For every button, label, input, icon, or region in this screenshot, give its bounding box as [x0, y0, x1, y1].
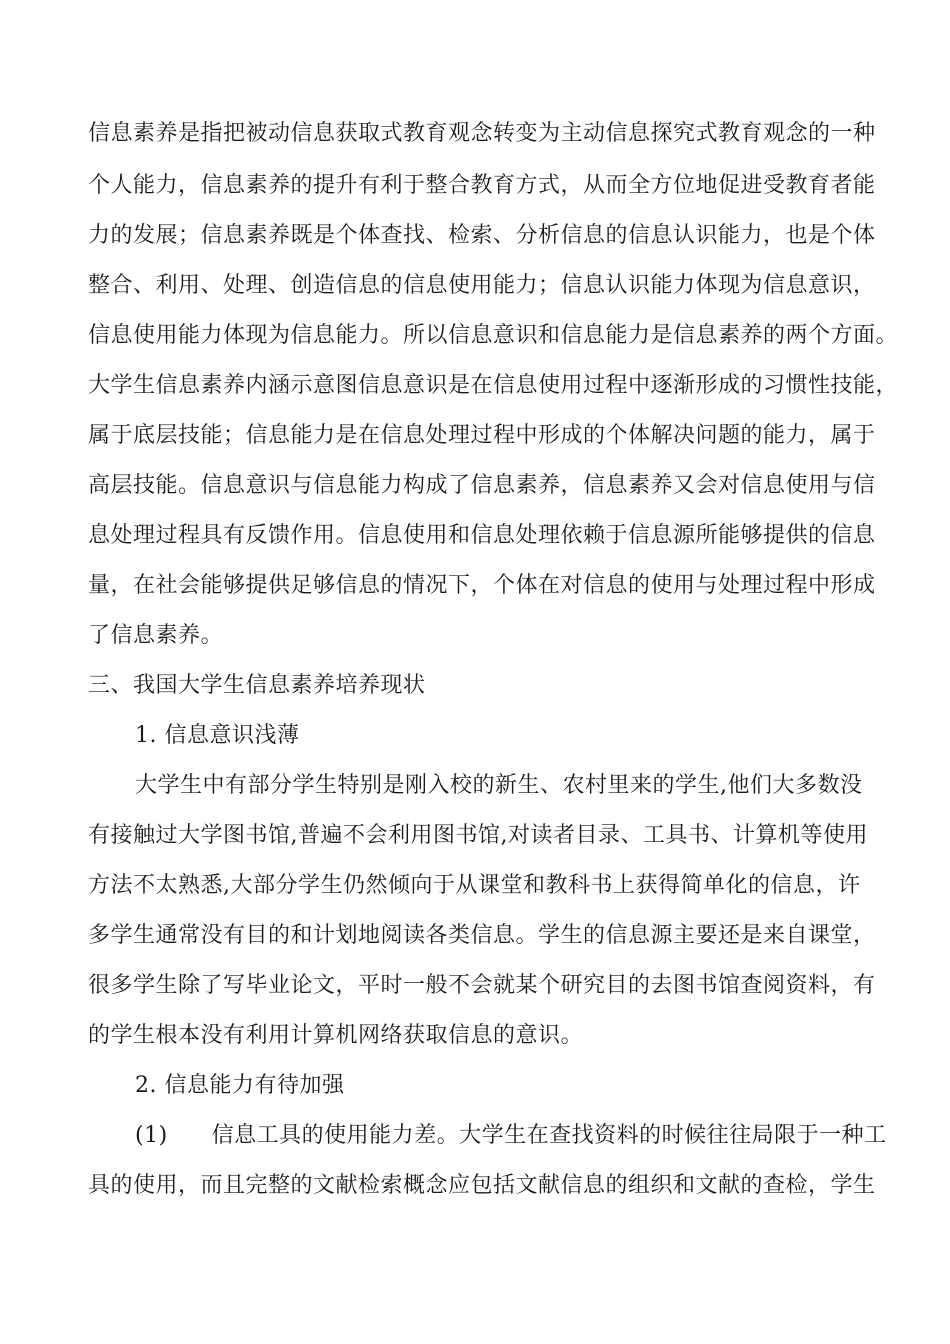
- paragraph-line: 方法不太熟悉,大部分学生仍然倾向于从课堂和教科书上获得简单化的信息，许: [88, 873, 861, 898]
- paragraph-line: 量，在社会能够提供足够信息的情况下，个体在对信息的使用与处理过程中形成: [88, 573, 876, 598]
- paragraph-line: 个人能力，信息素养的提升有利于整合教育方式，从而全方位地促进受教育者能: [88, 173, 876, 198]
- section-heading: 三、我国大学生信息素养培养现状: [88, 673, 426, 698]
- subheading-1: 1. 信息意识浅薄: [135, 723, 300, 748]
- paragraph-line: 有接触过大学图书馆,普遍不会利用图书馆,对读者目录、工具书、计算机等使用: [88, 823, 868, 848]
- paragraph-line: 大学生中有部分学生特别是刚入校的新生、农村里来的学生,他们大多数没: [135, 773, 863, 798]
- list-item-1: [135, 1121, 935, 1151]
- list-item-number: (1): [135, 1123, 168, 1148]
- paragraph-line: 大学生信息素养内涵示意图信息意识是在信息使用过程中逐渐形成的习惯性技能，: [88, 373, 899, 398]
- paragraph-line: 力的发展；信息素养既是个体查找、检索、分析信息的信息认识能力，也是个体: [88, 223, 876, 248]
- paragraph-line: 信息素养是指把被动信息获取式教育观念转变为主动信息探究式教育观念的一种: [88, 121, 876, 146]
- paragraph-line: 了信息素养。: [88, 623, 224, 648]
- paragraph-line: 很多学生除了写毕业论文，平时一般不会就某个研究目的去图书馆查阅资料，有: [88, 973, 876, 998]
- subheading-2: 2. 信息能力有待加强: [135, 1073, 345, 1098]
- paragraph-line: 信息使用能力体现为信息能力。所以信息意识和信息能力是信息素养的两个方面。: [88, 323, 899, 348]
- paragraph-line: 的学生根本没有利用计算机网络获取信息的意识。: [88, 1023, 584, 1048]
- paragraph-line: 信息工具的使用能力差。大学生在查找资料的时候往往局限于一种工: [211, 1123, 887, 1148]
- paragraph-line: 高层技能。信息意识与信息能力构成了信息素养，信息素养又会对信息使用与信: [88, 473, 876, 498]
- paragraph-line: 具的使用，而且完整的文献检索概念应包括文献信息的组织和文献的查检，学生: [88, 1173, 876, 1198]
- paragraph-line: 整合、利用、处理、创造信息的信息使用能力；信息认识能力体现为信息意识，: [88, 273, 876, 298]
- paragraph-line: 息处理过程具有反馈作用。信息使用和信息处理依赖于信息源所能够提供的信息: [88, 523, 876, 548]
- paragraph-line: 多学生通常没有目的和计划地阅读各类信息。学生的信息源主要还是来自课堂，: [88, 923, 876, 948]
- paragraph-line: 属于底层技能；信息能力是在信息处理过程中形成的个体解决问题的能力，属于: [88, 423, 876, 448]
